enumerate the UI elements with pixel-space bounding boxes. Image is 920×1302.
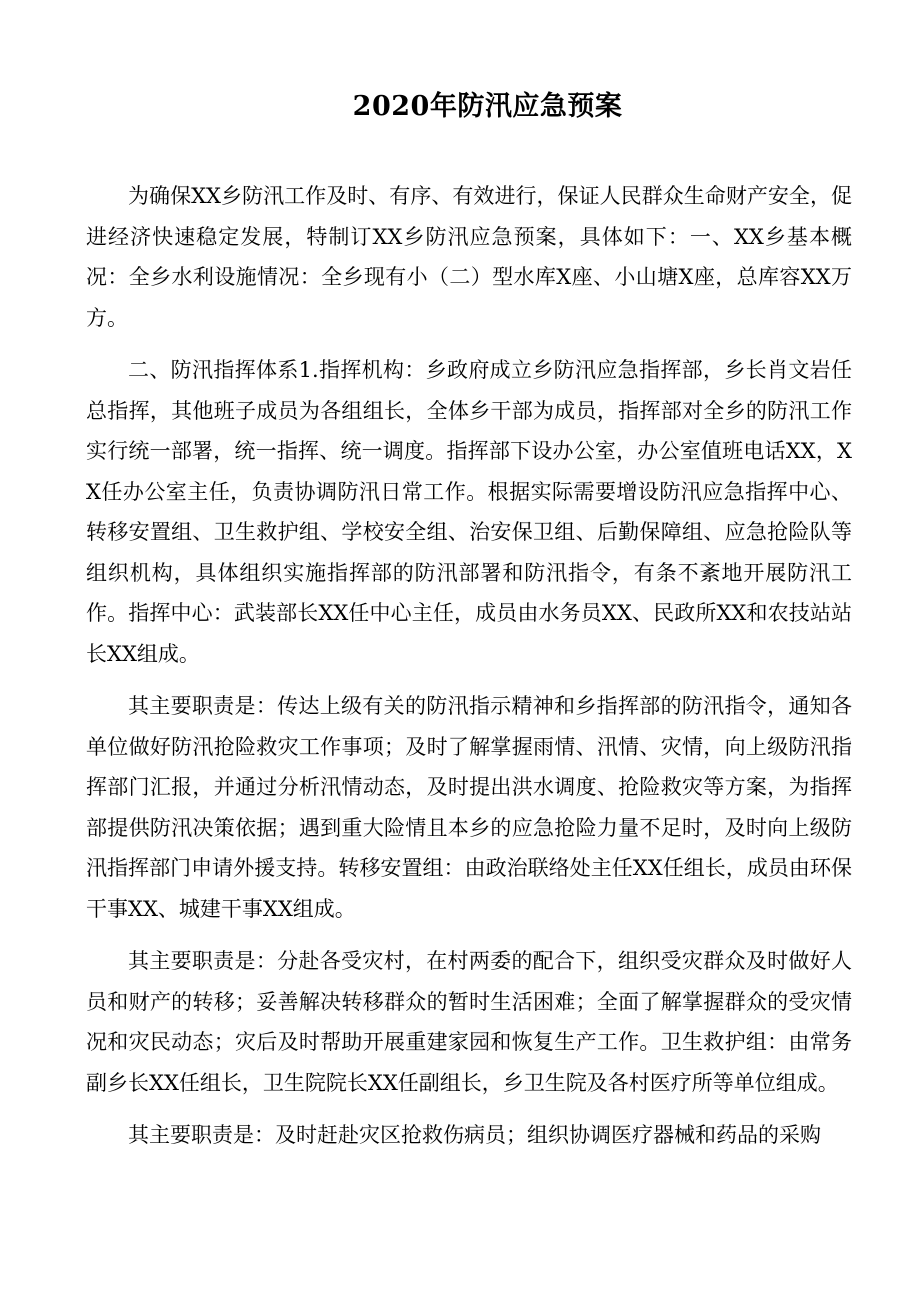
paragraph: 为确保XX乡防汛工作及时、有序、有效进行，保证人民群众生命财产安全，促进经济快速稳定发展，特制订XX乡防汛应急预案，具体如下：一、XX乡基本概况：全乡水利设施情况：全乡现有小（二）型水库X座、小山塘X座，总库容XX万方。 xyxy=(86,184,852,330)
document-title: 2020年防汛应急预案 xyxy=(352,91,623,122)
paragraph: 其主要职责是：及时赶赴灾区抢救伤病员；组织协调医疗器械和药品的采购 xyxy=(128,1123,821,1147)
paragraph: 其主要职责是：传达上级有关的防汛指示精神和乡指挥部的防汛指令，通知各单位做好防汛抢险救灾工作事项；及时了解掌握雨情、汛情、灾情，向上级防汛指挥部门汇报，并通过分析汛情动态，及时提出洪水调度、抢险救灾等方案，为指挥部提供防汛决策依据；遇到重大险情且本乡的应急抢险力量不足时，及时向上级防汛指挥部门申请外援支持。转移安置组：由政治联络处主任XX任组长，成员由环保干事XX、城建干事XX组成。 xyxy=(86,694,852,921)
document-body xyxy=(86,176,852,1168)
paragraph: 其主要职责是：分赴各受灾村，在村两委的配合下，组织受灾群众及时做好人员和财产的转移；妥善解决转移群众的暂时生活困难；全面了解掌握群众的受灾情况和灾民动态；灾后及时帮助开展重建家园和恢复生产工作。卫生救护组：由常务副乡长XX任组长，卫生院院长XX任副组长，乡卫生院及各村医疗所等单位组成。 xyxy=(86,949,852,1095)
paragraph: 二、防汛指挥体系1.指挥机构：乡政府成立乡防汛应急指挥部，乡长肖文岩任总指挥，其他班子成员为各组组长，全体乡干部为成员，指挥部对全乡的防汛工作实行统一部署，统一指挥、统一调度。指挥部下设办公室，办公室值班电话XX，XX任办公室主任，负责协调防汛日常工作。根据实际需要增设防汛应急指挥中心、转移安置组、卫生救护组、学校安全组、治安保卫组、后勤保障组、应急抢险队等组织机构，具体组织实施指挥部的防汛部署和防汛指令，有条不紊地开展防汛工作。指挥中心：武装部长XX任中心主任，成员由水务员XX、民政所XX和农技站站长XX组成。 xyxy=(86,358,852,666)
